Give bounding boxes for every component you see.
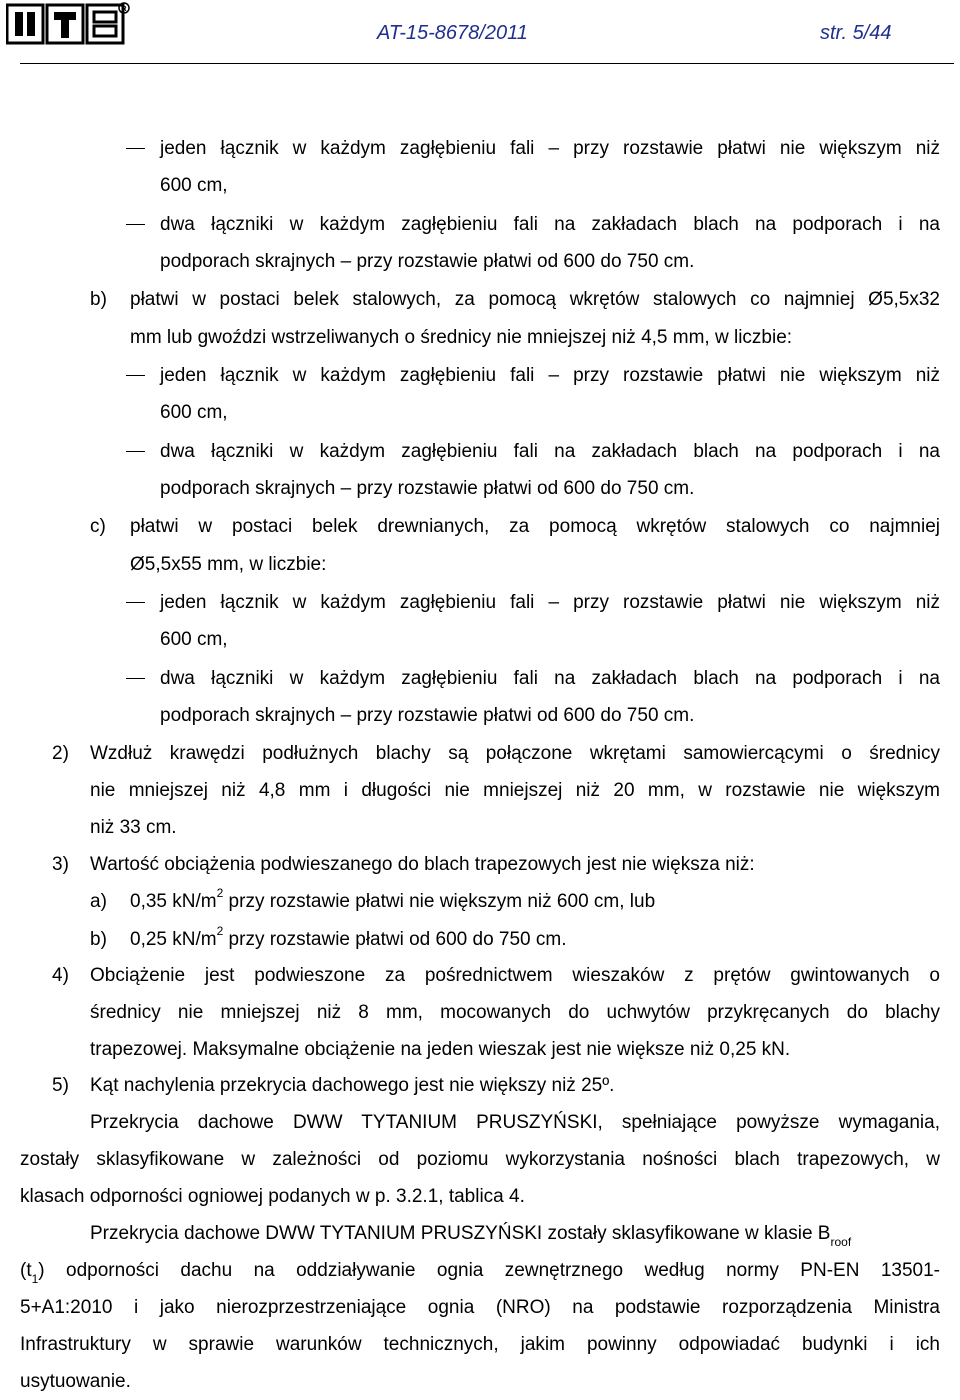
list-item xyxy=(0,1067,960,1104)
list-item xyxy=(0,846,960,883)
line-text: mm lub gwoździ wstrzeliwanych o średnicy nie mniejszej niż 4,5 mm, w liczbie: xyxy=(130,327,793,348)
line-text: 600 cm, xyxy=(160,629,228,650)
paragraph-line xyxy=(0,1215,960,1252)
list-item xyxy=(0,281,960,318)
list-item xyxy=(0,508,960,545)
line-text: jeden łącznik w każdym zagłębieniu fali ‒ przy rozstawie płatwi nie większym niż xyxy=(160,592,940,613)
paragraph-line xyxy=(0,1289,960,1326)
line-text: podporach skrajnych ‒ przy rozstawie płatwi od 600 do 750 cm. xyxy=(160,478,695,499)
list-item xyxy=(0,357,960,394)
dash-bullet xyxy=(126,451,145,452)
list-item-continuation xyxy=(0,470,960,507)
page-number: str. 5/44 xyxy=(820,22,892,44)
line-text: jeden łącznik w każdym zagłębieniu fali ‒ przy rozstawie płatwi nie większym niż xyxy=(160,365,940,386)
value-text: 0,25 kN/m xyxy=(130,929,217,950)
list-item xyxy=(0,735,960,772)
line-text: dwa łączniki w każdym zagłębieniu fali na zakładach blach na podporach i na xyxy=(160,441,940,462)
paragraph-line xyxy=(0,1252,960,1289)
paragraph-line xyxy=(0,1141,960,1178)
line-text xyxy=(20,1252,940,1289)
list-item-continuation xyxy=(0,546,960,583)
line-text: trapezowej. Maksymalne obciążenie na jeden wieszak jest nie większe niż 0,25 kN. xyxy=(90,1039,791,1060)
list-item xyxy=(0,130,960,167)
list-item xyxy=(0,584,960,621)
line-text: usytuowanie. xyxy=(20,1371,131,1392)
line-text: Kąt nachylenia przekrycia dachowego jest nie większy niż 25º. xyxy=(90,1075,615,1096)
list-item xyxy=(0,957,960,994)
line-text: dwa łączniki w każdym zagłębieniu fali na zakładach blach na podporach i na xyxy=(160,668,940,689)
list-marker: 4) xyxy=(52,965,69,986)
superscript: 2 xyxy=(216,885,224,900)
superscript: 2 xyxy=(216,923,224,938)
list-marker: b) xyxy=(90,289,107,310)
list-item-continuation xyxy=(0,994,960,1031)
list-item-continuation xyxy=(0,319,960,356)
list-item-continuation xyxy=(0,621,960,658)
line-text: Obciążenie jest podwieszone za pośrednictwem wieszaków z prętów gwintowanych o xyxy=(90,965,940,986)
list-item-continuation xyxy=(0,809,960,846)
subscript: roof xyxy=(830,1234,852,1249)
list-item-continuation xyxy=(0,1031,960,1068)
dash-bullet xyxy=(126,375,145,376)
line-rest: przy rozstawie płatwi nie większym niż 600 cm, lub xyxy=(223,891,656,912)
paragraph-line xyxy=(0,1326,960,1363)
text-part: ) odporności dachu na oddziaływanie ognia zewnętrznego według normy PN-EN 13501- xyxy=(38,1260,940,1281)
dash-bullet xyxy=(126,224,145,225)
line-text: klasach odporności ogniowej podanych w p. 3.2.1, tablica 4. xyxy=(20,1186,525,1207)
line-text xyxy=(130,883,655,920)
list-item xyxy=(0,921,960,958)
line-text: podporach skrajnych ‒ przy rozstawie płatwi od 600 do 750 cm. xyxy=(160,705,695,726)
line-text: podporach skrajnych ‒ przy rozstawie płatwi od 600 do 750 cm. xyxy=(160,251,695,272)
list-item xyxy=(0,883,960,920)
value-text: 0,35 kN/m xyxy=(130,891,217,912)
list-item-continuation xyxy=(0,167,960,204)
dash-bullet xyxy=(126,148,145,149)
line-text: 5+A1:2010 i jako nierozprzestrzeniające ognia (NRO) na podstawie rozporządzenia Ministra xyxy=(20,1297,940,1318)
list-marker: 5) xyxy=(52,1075,69,1096)
paragraph-line xyxy=(0,1104,960,1141)
list-marker: b) xyxy=(90,929,107,950)
list-marker: c) xyxy=(90,516,106,537)
line-text: płatwi w postaci belek stalowych, za pomocą wkrętów stalowych co najmniej Ø5,5x32 xyxy=(130,289,940,310)
line-text: 600 cm, xyxy=(160,402,228,423)
paragraph-line xyxy=(0,1178,960,1215)
line-text: średnicy nie mniejszej niż 8 mm, mocowanych do uchwytów przykręcanych do blachy xyxy=(90,1002,940,1023)
list-marker: a) xyxy=(90,891,107,912)
list-item xyxy=(0,206,960,243)
list-item xyxy=(0,660,960,697)
list-item xyxy=(0,433,960,470)
line-text: nie mniejszej niż 4,8 mm i długości nie mniejszej niż 20 mm, w rozstawie nie większym xyxy=(90,780,940,801)
list-item-continuation xyxy=(0,394,960,431)
svg-text:R: R xyxy=(121,6,127,13)
itb-logo xyxy=(6,2,130,46)
line-text: Przekrycia dachowe DWW TYTANIUM PRUSZYŃSKI, spełniające powyższe wymagania, xyxy=(90,1112,940,1133)
text-part: (t xyxy=(20,1260,32,1281)
paragraph-line xyxy=(0,1363,960,1400)
list-item-continuation xyxy=(0,243,960,280)
line-text: Infrastruktury w sprawie warunków technicznych, jakim powinny odpowiadać budynki i ich xyxy=(20,1334,940,1355)
list-item-continuation xyxy=(0,772,960,809)
list-item-continuation xyxy=(0,697,960,734)
line-text xyxy=(130,921,567,958)
line-text: jeden łącznik w każdym zagłębieniu fali ‒ przy rozstawie płatwi nie większym niż xyxy=(160,138,940,159)
dash-bullet xyxy=(126,602,145,603)
list-marker: 3) xyxy=(52,854,69,875)
page-header xyxy=(0,0,960,72)
line-text: 600 cm, xyxy=(160,175,228,196)
header-divider xyxy=(20,63,954,64)
document-number: AT-15-8678/2011 xyxy=(377,22,528,44)
line-text: niż 33 cm. xyxy=(90,817,177,838)
line-text: Wzdłuż krawędzi podłużnych blachy są połączone wkrętami samowiercącymi o średnicy xyxy=(90,743,940,764)
line-rest: przy rozstawie płatwi od 600 do 750 cm. xyxy=(223,929,567,950)
line-text: dwa łączniki w każdym zagłębieniu fali na zakładach blach na podporach i na xyxy=(160,214,940,235)
line-text xyxy=(90,1215,851,1252)
text-part: Przekrycia dachowe DWW TYTANIUM PRUSZYŃSKI zostały sklasyfikowane w klasie B xyxy=(90,1223,831,1244)
line-text: Wartość obciążenia podwieszanego do blach trapezowych jest nie większa niż: xyxy=(90,854,755,875)
line-text: płatwi w postaci belek drewnianych, za pomocą wkrętów stalowych co najmniej xyxy=(130,516,940,537)
line-text: Ø5,5x55 mm, w liczbie: xyxy=(130,554,327,575)
dash-bullet xyxy=(126,678,145,679)
line-text: zostały sklasyfikowane w zależności od poziomu wykorzystania nośności blach trapezowych, w xyxy=(20,1149,940,1170)
list-marker: 2) xyxy=(52,743,69,764)
subscript: 1 xyxy=(31,1271,39,1286)
